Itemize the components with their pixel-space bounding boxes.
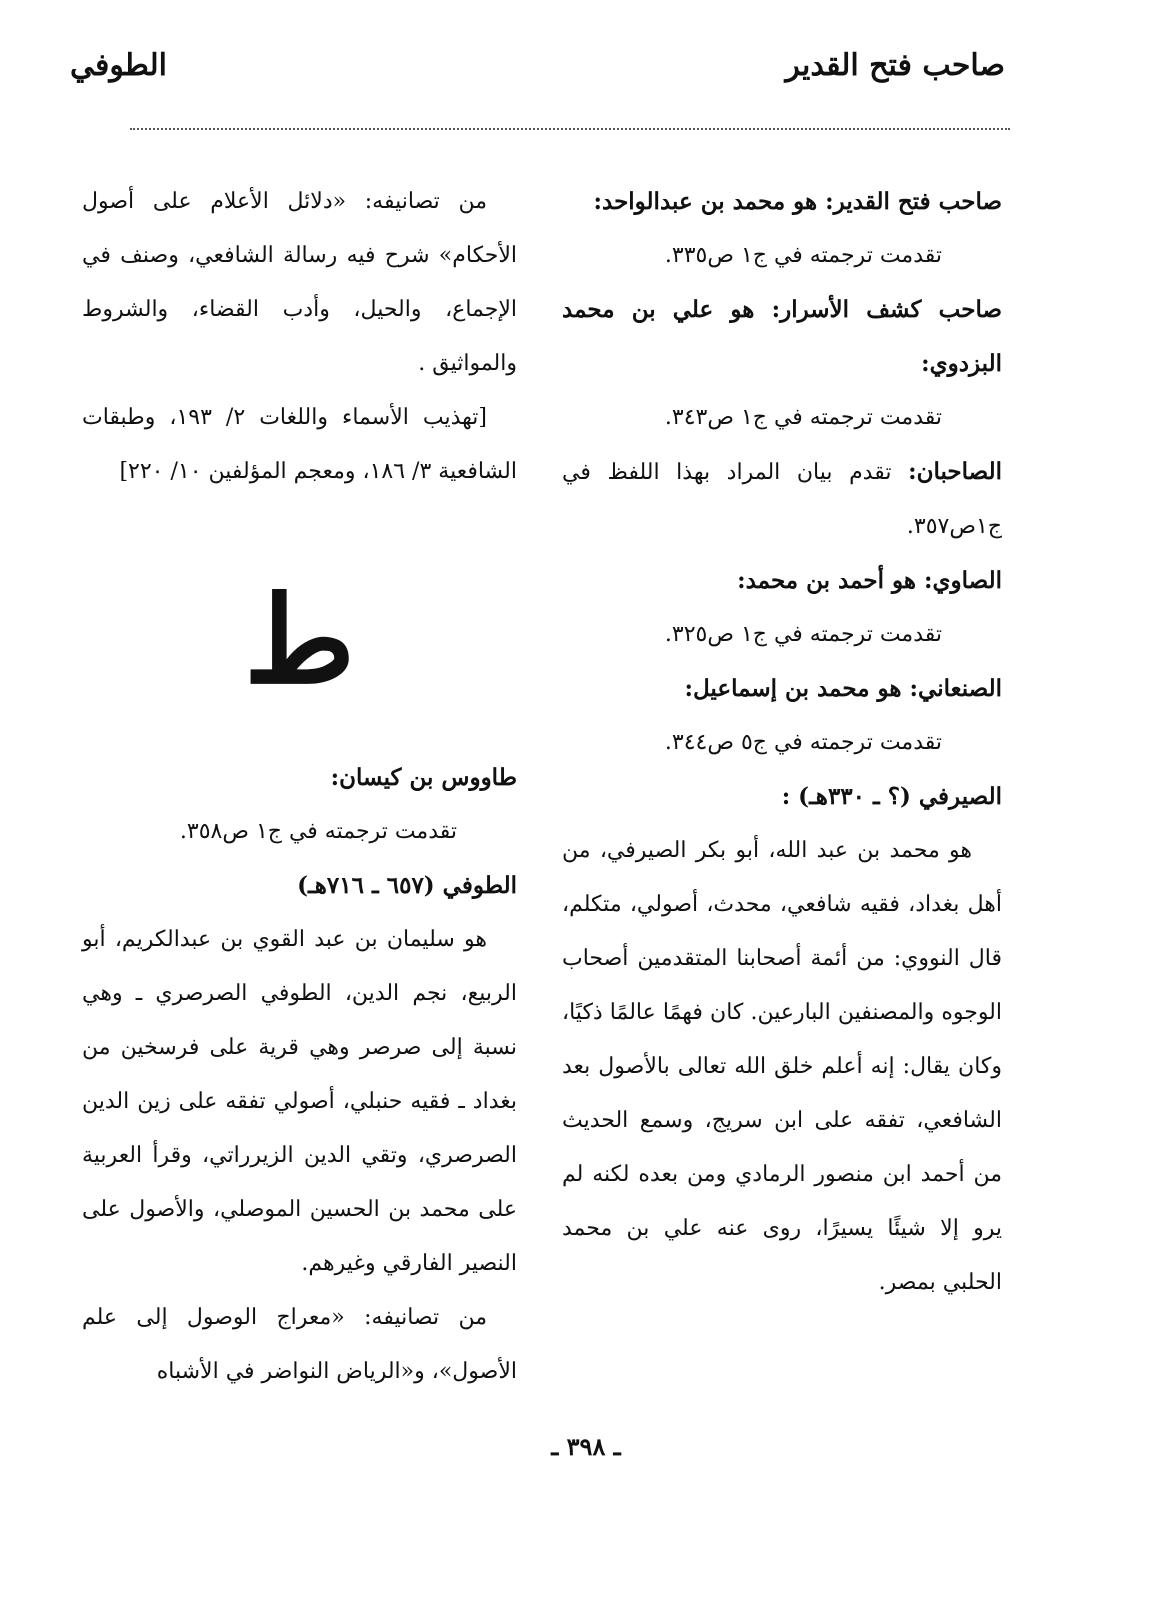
entry-al-sahiban bbox=[562, 445, 1002, 554]
entry-reference: تقدمت ترجمته في ج١ ص٣٥٨. bbox=[179, 819, 457, 844]
page-number: ـ ٣٩٨ ـ bbox=[551, 1432, 621, 1461]
entry-tawus: طاووس بن كيسان: bbox=[330, 764, 517, 791]
entry-text: تقدم بيان المراد بهذا اللفظ في ج١ص٣٥٧. bbox=[562, 460, 1002, 539]
entry-reference: تقدمت ترجمته في ج٥ ص٣٤٤. bbox=[664, 730, 942, 755]
entry-al-tufi: الطوفي (٦٥٧ ـ ٧١٦هـ) bbox=[297, 872, 517, 899]
entry-al-tufi-body: هو سليمان بن عبد القوي بن عبدالكريم، أبو الربيع، نجم الدين، الطوفي الصرصري ـ وهي نسبة إلى صرصر وهي قرية على فرسخين من بغداد ـ فقيه حنبلي، أصولي تفقه على زين الدين الصرصري، وتقي الدين الزيرراتي، وقرأ العربية على محمد بن الحسين الموصلي، والأصول على النصير الفارقي وغيرهم. bbox=[82, 927, 517, 1276]
dotted-rule bbox=[130, 128, 1010, 130]
entry-fath-al-qadir: صاحب فتح القدير: هو محمد بن عبدالواحد: bbox=[593, 188, 1002, 215]
entry-al-sayrafi: الصيرفي (؟ ـ ٣٣٠هـ) : bbox=[781, 783, 1002, 810]
al-sayrafi-works: من تصانيفه: «دلائل الأعلام على أصول الأحكام» شرح فيه رسالة الشافعي، وصنف في الإجماع، والحيل، وأدب القضاء، والشروط والمواثيق . bbox=[82, 189, 517, 376]
running-head-left: الطوفي bbox=[70, 48, 167, 83]
left-column bbox=[82, 175, 517, 1399]
running-head-right: صاحب فتح القدير bbox=[785, 48, 1005, 83]
section-letter: ط bbox=[244, 570, 355, 711]
entry-reference: تقدمت ترجمته في ج١ ص٣٢٥. bbox=[664, 622, 942, 647]
entry-reference: تقدمت ترجمته في ج١ ص٣٣٥. bbox=[664, 243, 942, 268]
entry-kashf-al-asrar: صاحب كشف الأسرار: هو علي بن محمد البزدوي: bbox=[562, 296, 1002, 377]
running-head bbox=[70, 48, 1005, 98]
al-sayrafi-sources: [تهذيب الأسماء واللغات ٢/ ١٩٣، وطبقات الشافعية ٣/ ١٨٦، ومعجم المؤلفين ١٠/ ٢٢٠] bbox=[82, 405, 517, 484]
entry-reference: تقدمت ترجمته في ج١ ص٣٤٣. bbox=[664, 405, 942, 430]
entry-head-label: الصاحبان: bbox=[908, 458, 1002, 485]
right-column bbox=[562, 175, 1002, 1310]
entry-al-sawi: الصاوي: هو أحمد بن محمد: bbox=[737, 567, 1002, 594]
entry-al-sayrafi-body: هو محمد بن عبد الله، أبو بكر الصيرفي، من أهل بغداد، فقيه شافعي، محدث، أصولي، متكلم، قال النووي: من أئمة أصحابنا المتقدمين أصحاب الوجوه والمصنفين البارعين. كان فهمًا عالمًا ذكيًا، وكان يقال: إنه أعلم خلق الله تعالى بالأصول بعد الشافعي، تفقه على ابن سريج، وسمع الحديث من أحمد ابن منصور الرمادي ومن بعده لكنه لم يرو إلا شيئًا يسيرًا، روى عنه علي بن محمد الحلبي بمصر. bbox=[562, 838, 1002, 1295]
entry-al-sanani: الصنعاني: هو محمد بن إسماعيل: bbox=[684, 675, 1002, 702]
entry-al-tufi-works: من تصانيفه: «معراج الوصول إلى علم الأصول»، و«الرياض النواضر في الأشباه bbox=[82, 1305, 517, 1384]
